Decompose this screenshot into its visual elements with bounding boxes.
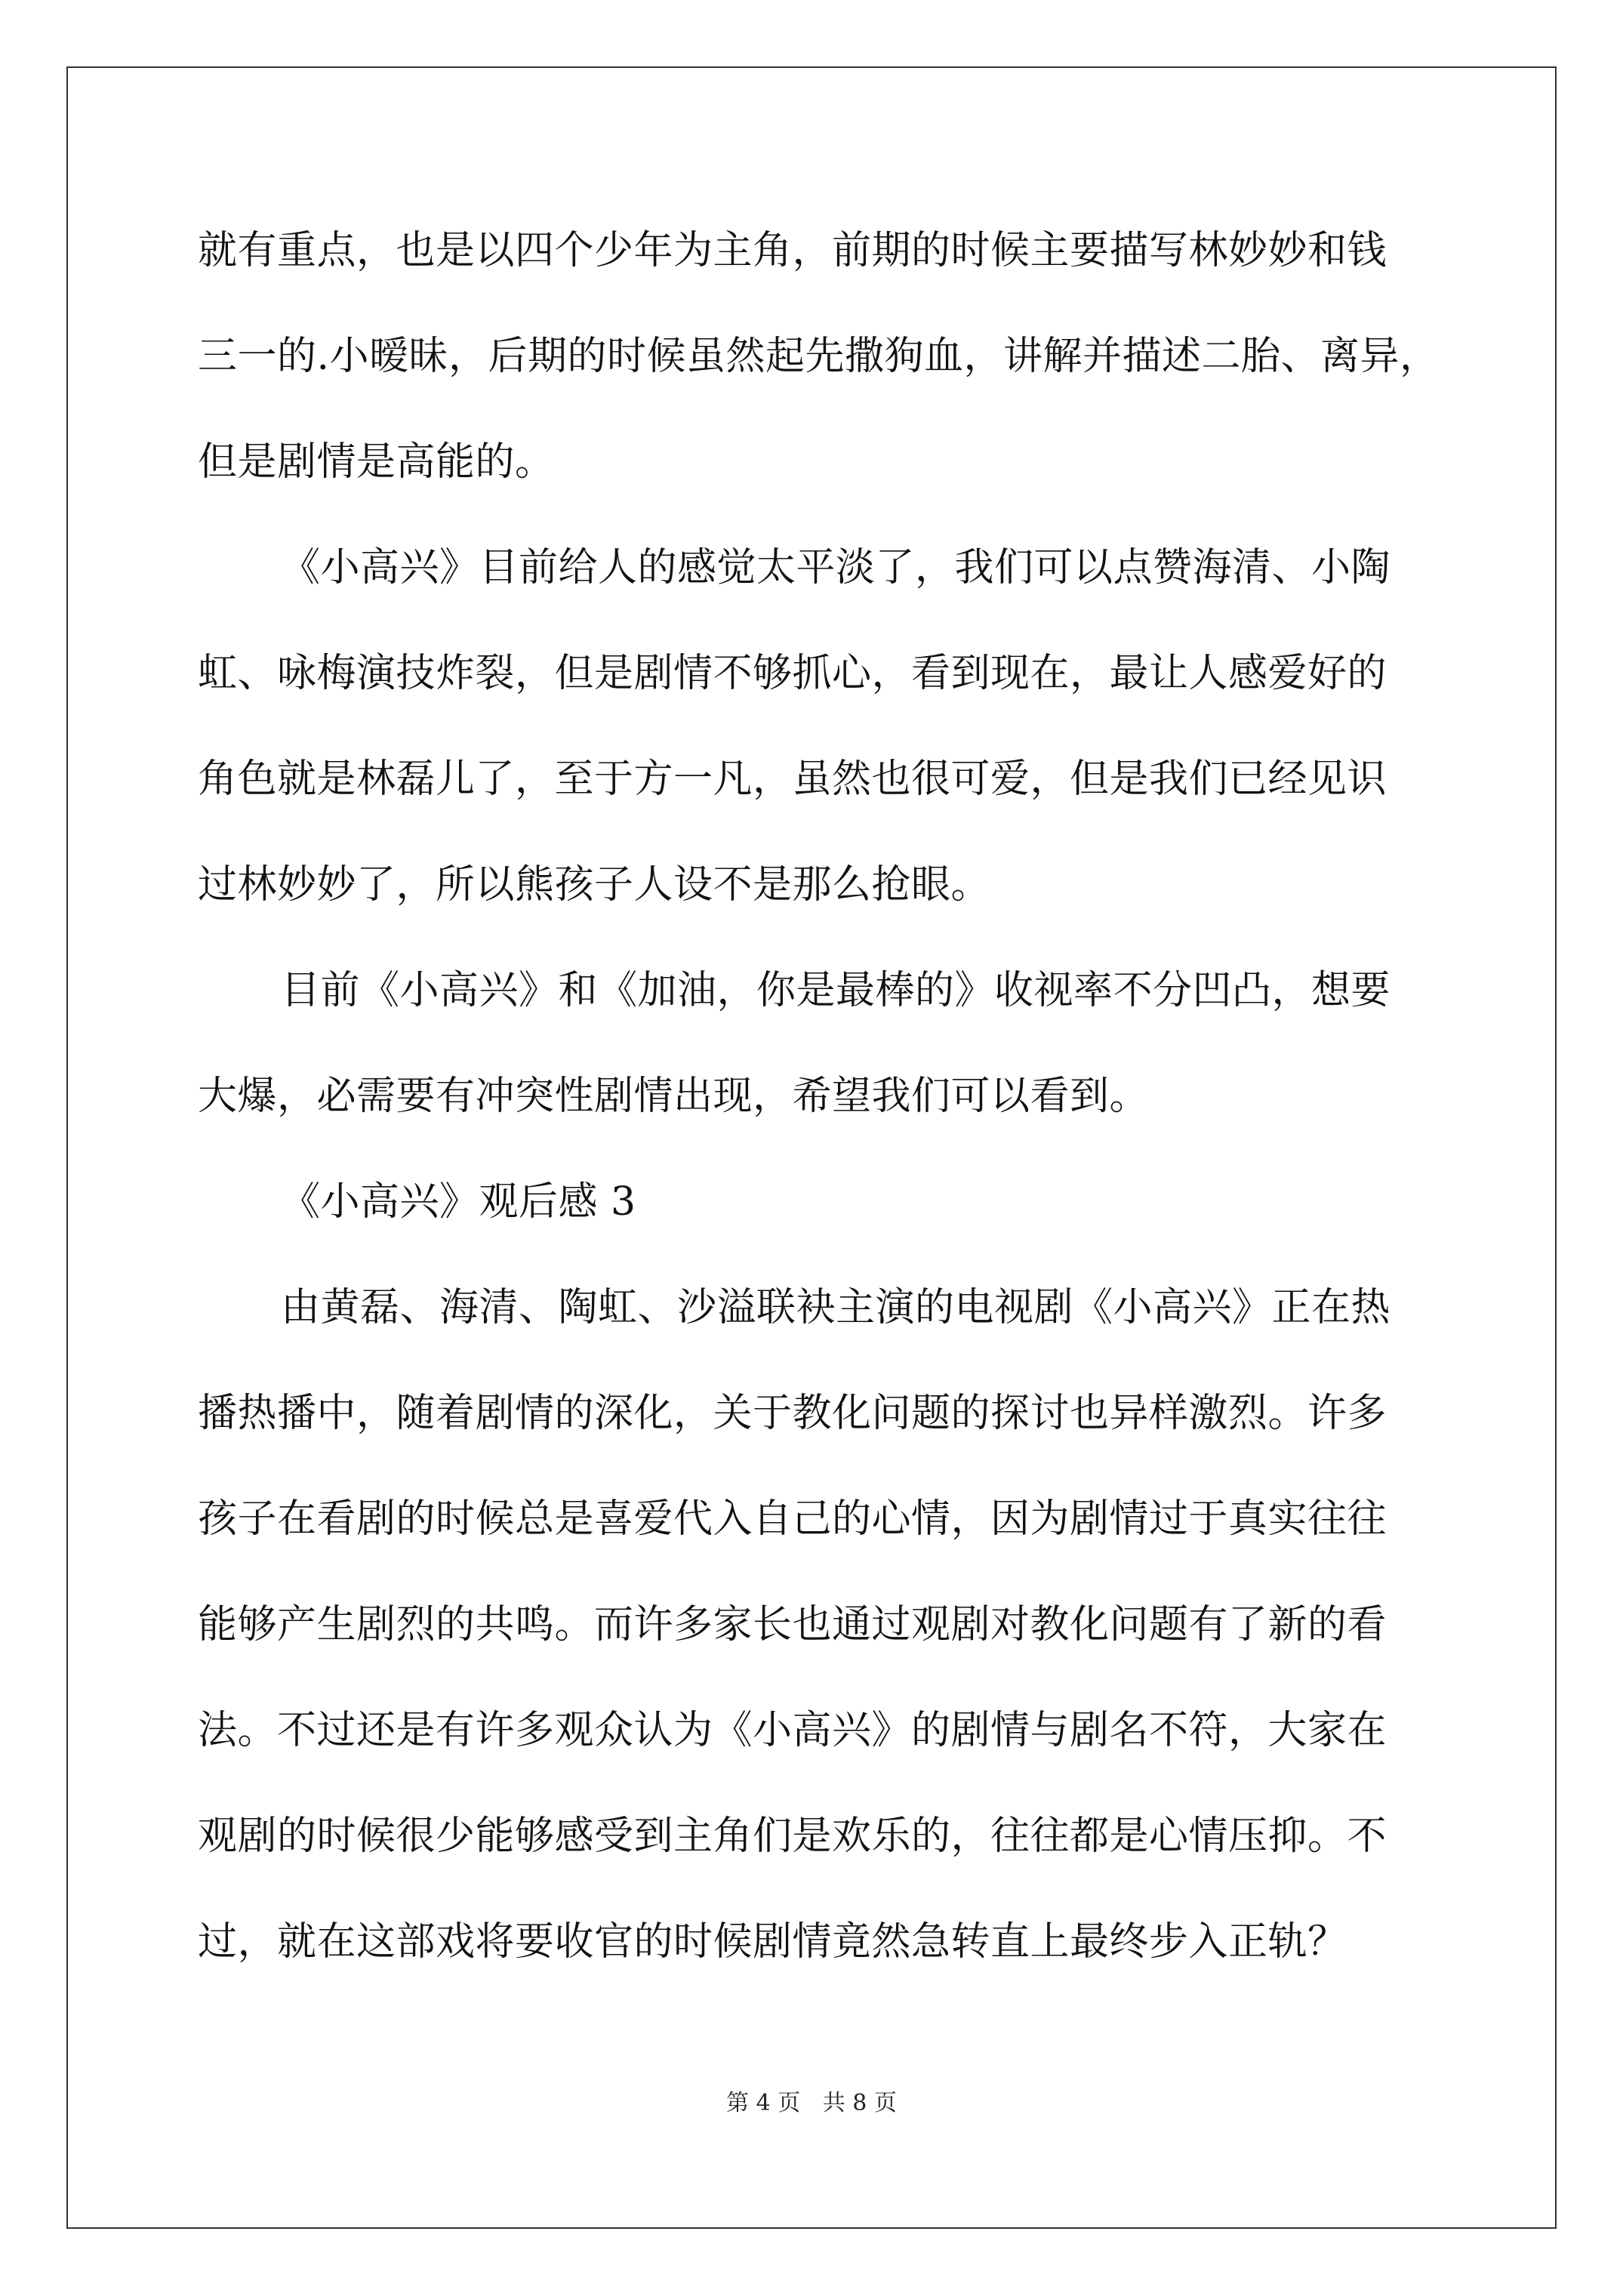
text-line-5: 虹、咏梅演技炸裂，但是剧情不够抓心，看到现在，最让人感爱好的: [198, 651, 1387, 696]
text-line-11: 由黄磊、海清、陶虹、沙溢联袂主演的电视剧《小高兴》正在热: [281, 1285, 1391, 1330]
page-number: 第 4 页: [726, 2090, 801, 2116]
text-line-7: 过林妙妙了，所以熊孩子人设不是那么抢眼。: [198, 862, 991, 908]
text-line-14: 能够产生剧烈的共鸣。而许多家长也通过观剧对教化问题有了新的看: [198, 1602, 1387, 1647]
text-line-17: 过，就在这部戏将要收官的时候剧情竟然急转直上最终步入正轨？: [198, 1919, 1347, 1965]
section-heading: 《小高兴》观后感 3: [281, 1179, 636, 1225]
text-line-4: 《小高兴》目前给人的感觉太平淡了，我们可以点赞海清、小陶: [281, 545, 1391, 590]
text-line-12: 播热播中，随着剧情的深化，关于教化问题的探讨也异样激烈。许多: [198, 1391, 1387, 1436]
page-total: 共 8 页: [822, 2090, 897, 2116]
text-line-16: 观剧的时候很少能够感受到主角们是欢乐的，往往都是心情压抑。不: [198, 1814, 1387, 1859]
text-line-9: 大爆，必需要有冲突性剧情出现，希望我们可以看到。: [198, 1074, 1150, 1119]
text-line-1: 就有重点，也是以四个少年为主角，前期的时候主要描写林妙妙和钱: [198, 228, 1387, 273]
page-border: [66, 66, 1557, 2229]
text-line-15: 法。不过还是有许多观众认为《小高兴》的剧情与剧名不符，大家在: [198, 1708, 1387, 1753]
text-line-8: 目前《小高兴》和《加油，你是最棒的》收视率不分凹凸，想要: [281, 968, 1391, 1013]
text-line-3: 但是剧情是高能的。: [198, 439, 555, 485]
text-line-2: 三一的.小暧昧，后期的时候虽然起先撒狗血，讲解并描述二胎、离异，: [198, 334, 1440, 379]
page-footer: [0, 2090, 1623, 2117]
text-line-6: 角色就是林磊儿了，至于方一凡，虽然也很可爱，但是我们已经见识: [198, 757, 1387, 802]
text-line-13: 孩子在看剧的时候总是喜爱代入自己的心情，因为剧情过于真实往往: [198, 1496, 1387, 1542]
